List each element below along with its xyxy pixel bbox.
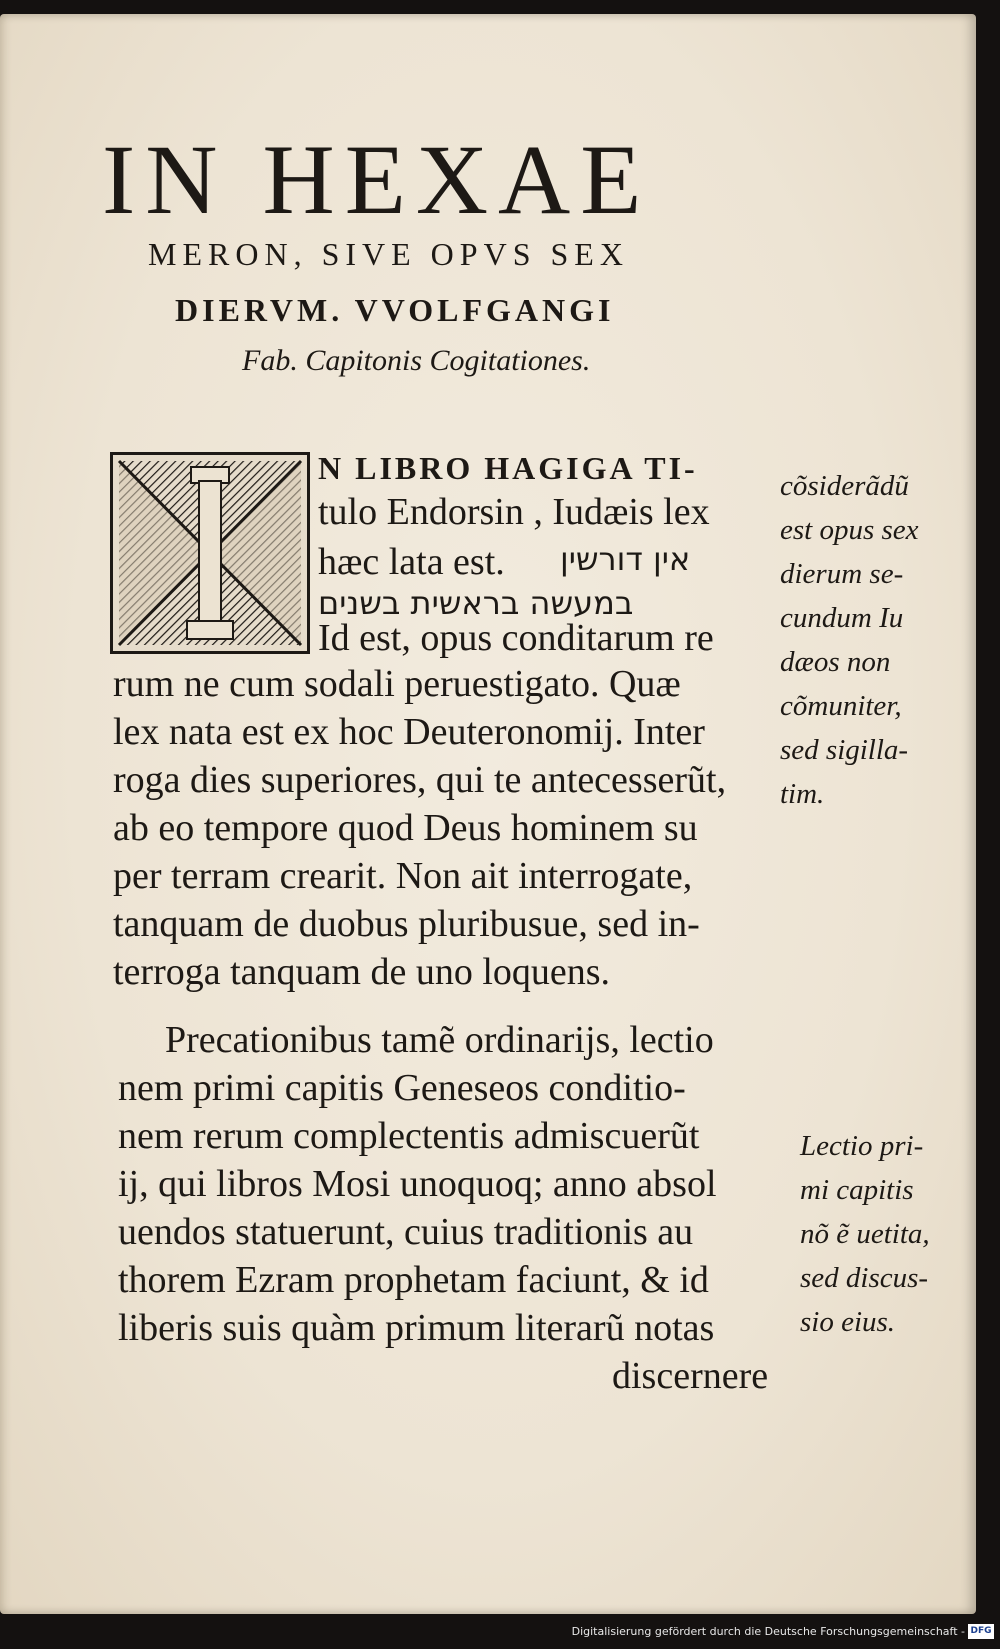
body-line-12: terroga tanquam de uno loquens. [113,951,611,993]
catchword: discernere [612,1355,769,1397]
body-line-7: lex nata est ex hoc Deuteronomij. Inter [113,711,705,753]
title-line-1: IN HEXAE [102,124,652,235]
margin-note-1-line-1: cõsiderãdũ [780,470,909,502]
body-line-2: tulo Endorsin , Iudæis lex [318,491,710,533]
body-line-17: uendos statuerunt, cuius traditionis au [118,1211,694,1253]
margin-note-1-line-5: dæos non [780,646,891,678]
title-line-4: Fab. Capitonis Cogitationes. [242,344,591,377]
body-line-8: roga dies superiores, qui te antecesserũt, [113,759,727,801]
title-line-2: MERON, SIVE OPVS SEX [148,236,629,272]
margin-note-1-line-8: tim. [780,778,825,810]
margin-note-1-line-4: cundum Iu [780,602,904,634]
dfg-logo: DFG [968,1624,994,1639]
body-line-14: nem primi capitis Geneseos conditio- [118,1067,686,1109]
book-page [0,14,976,1614]
body-line-6: rum ne cum sodali peruestigato. Quæ [113,663,681,705]
body-line-11: tanquam de duobus pluribusue, sed in- [113,903,700,945]
hebrew-line-2: במעשה בראשית בשנים [318,584,634,622]
woodcut-ornament [113,455,307,651]
decorated-initial [110,452,310,654]
margin-note-2-line-5: sio eius. [800,1306,896,1338]
body-line-18: thorem Ezram prophetam faciunt, & id [118,1259,709,1301]
body-line-9: ab eo tempore quod Deus hominem su [113,807,698,849]
body-line-16: ij, qui libros Mosi unoquoq; anno absol [118,1163,717,1205]
funding-credit: Digitalisierung gefördert durch die Deutsche Forschungsgemeinschaft - [571,1625,965,1638]
body-line-19: liberis suis quàm primum literarũ notas [118,1307,715,1349]
margin-note-2-line-2: mi capitis [800,1174,914,1206]
margin-note-2-line-3: nõ ẽ uetita, [800,1218,930,1250]
margin-note-1-line-6: cõmuniter, [780,690,902,722]
title-line-3: DIERVM. VVOLFGANGI [175,292,615,328]
margin-note-1-line-7: sed sigilla- [780,734,909,766]
body-line-5: Id est, opus conditarum re [318,617,714,659]
margin-note-2-line-4: sed discus- [800,1262,929,1294]
body-line-10: per terram crearit. Non ait interrogate, [113,855,693,897]
margin-note-2-line-1: Lectio pri- [800,1130,924,1162]
margin-note-1-line-3: dierum se- [780,558,904,590]
digitization-footer [0,1621,1000,1649]
margin-note-1-line-2: est opus sex [780,514,919,546]
body-line-15: nem rerum complectentis admiscuerũt [118,1115,700,1157]
hebrew-line-1: אין דורשין [560,540,691,578]
body-line-3: hæc lata est. [318,541,505,583]
body-line-1: N LIBRO HAGIGA TI- [318,450,698,486]
body-line-13: Precationibus tamẽ ordinarijs, lectio [165,1019,714,1061]
